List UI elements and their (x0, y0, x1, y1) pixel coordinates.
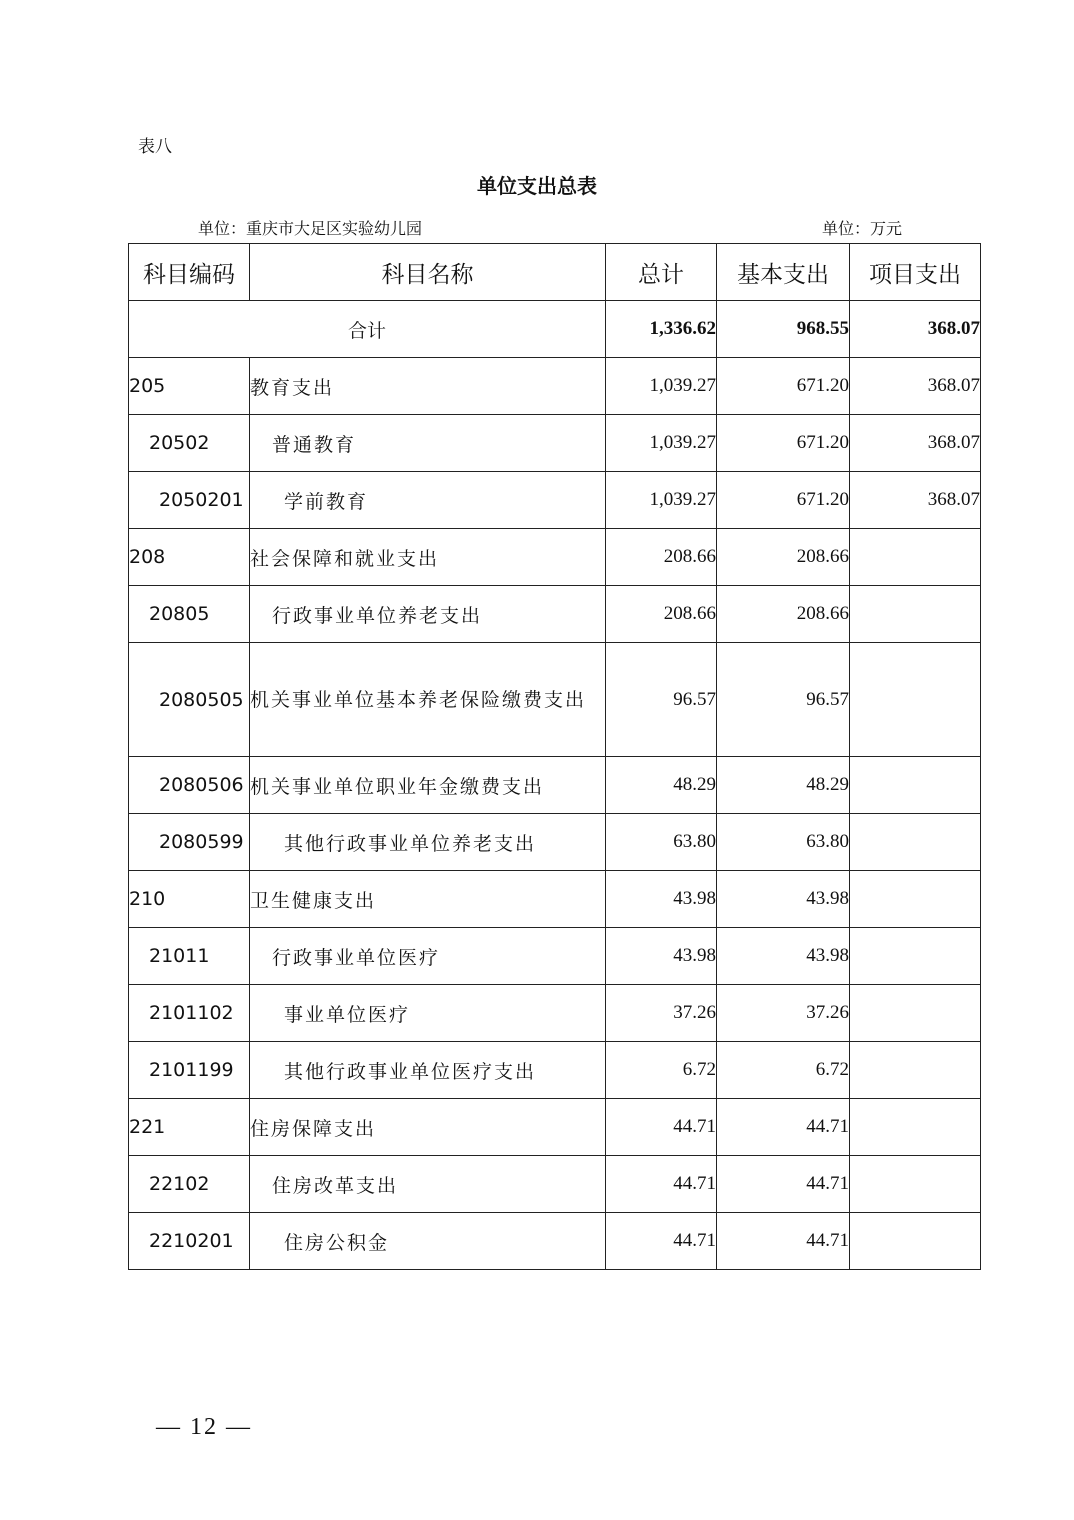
row-name: 行政事业单位养老支出 (250, 586, 606, 643)
table-row (129, 928, 981, 985)
table-row (129, 1042, 981, 1099)
header-name: 科目名称 (250, 244, 606, 301)
row-name: 其他行政事业单位医疗支出 (250, 1042, 606, 1099)
row-basic: 37.26 (717, 985, 850, 1042)
table-label: 表八 (138, 137, 172, 157)
row-total: 37.26 (606, 985, 717, 1042)
row-code: 205 (129, 358, 250, 415)
table-header-row (129, 244, 981, 301)
page-title: 单位支出总表 (477, 174, 597, 198)
header-basic: 基本支出 (717, 244, 850, 301)
row-name: 学前教育 (250, 472, 606, 529)
row-basic: 96.57 (717, 643, 850, 757)
table-row (129, 586, 981, 643)
row-name: 机关事业单位基本养老保险缴费支出 (250, 643, 606, 757)
table-row (129, 643, 981, 757)
row-total: 44.71 (606, 1156, 717, 1213)
row-total: 208.66 (606, 529, 717, 586)
row-code: 2050201 (129, 472, 250, 529)
row-name: 住房改革支出 (250, 1156, 606, 1213)
row-basic: 44.71 (717, 1213, 850, 1270)
total-project: 368.07 (850, 301, 981, 358)
row-basic: 208.66 (717, 586, 850, 643)
table-row (129, 757, 981, 814)
table-row (129, 985, 981, 1042)
row-project (850, 586, 981, 643)
row-code: 2080599 (129, 814, 250, 871)
row-code: 2210201 (129, 1213, 250, 1270)
row-project: 368.07 (850, 358, 981, 415)
row-basic: 671.20 (717, 358, 850, 415)
row-code: 20805 (129, 586, 250, 643)
total-amount: 1,336.62 (606, 301, 717, 358)
table-row (129, 415, 981, 472)
unit-organization: 单位：重庆市大足区实验幼儿园 (198, 219, 423, 238)
expenditure-table (128, 243, 981, 1270)
row-project (850, 928, 981, 985)
table-row (129, 1099, 981, 1156)
row-total: 44.71 (606, 1099, 717, 1156)
row-name: 行政事业单位医疗 (250, 928, 606, 985)
row-basic: 6.72 (717, 1042, 850, 1099)
row-total: 48.29 (606, 757, 717, 814)
row-project (850, 643, 981, 757)
row-code: 210 (129, 871, 250, 928)
row-code: 21011 (129, 928, 250, 985)
row-code: 208 (129, 529, 250, 586)
table-row (129, 814, 981, 871)
row-code: 2080505 (129, 643, 250, 757)
row-name: 其他行政事业单位养老支出 (250, 814, 606, 871)
row-basic: 671.20 (717, 415, 850, 472)
row-name: 普通教育 (250, 415, 606, 472)
row-basic: 48.29 (717, 757, 850, 814)
row-project (850, 1099, 981, 1156)
row-project: 368.07 (850, 472, 981, 529)
row-name: 机关事业单位职业年金缴费支出 (250, 757, 606, 814)
header-project: 项目支出 (850, 244, 981, 301)
row-total: 63.80 (606, 814, 717, 871)
row-total: 96.57 (606, 643, 717, 757)
row-name: 教育支出 (250, 358, 606, 415)
row-name: 事业单位医疗 (250, 985, 606, 1042)
row-name: 卫生健康支出 (250, 871, 606, 928)
row-basic: 671.20 (717, 472, 850, 529)
table-row (129, 529, 981, 586)
row-project: 368.07 (850, 415, 981, 472)
table-row (129, 1213, 981, 1270)
row-name: 住房保障支出 (250, 1099, 606, 1156)
total-row (129, 301, 981, 358)
row-code: 2101199 (129, 1042, 250, 1099)
row-total: 1,039.27 (606, 472, 717, 529)
row-basic: 43.98 (717, 928, 850, 985)
row-basic: 44.71 (717, 1099, 850, 1156)
row-total: 1,039.27 (606, 358, 717, 415)
row-code: 2101102 (129, 985, 250, 1042)
total-basic: 968.55 (717, 301, 850, 358)
table-row (129, 1156, 981, 1213)
row-name: 社会保障和就业支出 (250, 529, 606, 586)
header-code: 科目编码 (129, 244, 250, 301)
row-code: 2080506 (129, 757, 250, 814)
row-code: 20502 (129, 415, 250, 472)
row-total: 6.72 (606, 1042, 717, 1099)
total-label: 合计 (129, 301, 606, 358)
row-code: 221 (129, 1099, 250, 1156)
page-number: — 12 — (156, 1414, 252, 1440)
table-row (129, 871, 981, 928)
row-project (850, 529, 981, 586)
row-total: 208.66 (606, 586, 717, 643)
row-basic: 63.80 (717, 814, 850, 871)
row-project (850, 757, 981, 814)
row-project (850, 814, 981, 871)
table-row (129, 358, 981, 415)
row-project (850, 871, 981, 928)
row-basic: 43.98 (717, 871, 850, 928)
row-project (850, 1156, 981, 1213)
row-project (850, 1213, 981, 1270)
row-project (850, 985, 981, 1042)
row-total: 43.98 (606, 928, 717, 985)
row-total: 44.71 (606, 1213, 717, 1270)
unit-currency: 单位：万元 (822, 219, 903, 238)
row-name: 住房公积金 (250, 1213, 606, 1270)
row-project (850, 1042, 981, 1099)
row-basic: 208.66 (717, 529, 850, 586)
row-code: 22102 (129, 1156, 250, 1213)
row-basic: 44.71 (717, 1156, 850, 1213)
row-total: 1,039.27 (606, 415, 717, 472)
header-total: 总计 (606, 244, 717, 301)
table-row (129, 472, 981, 529)
row-total: 43.98 (606, 871, 717, 928)
